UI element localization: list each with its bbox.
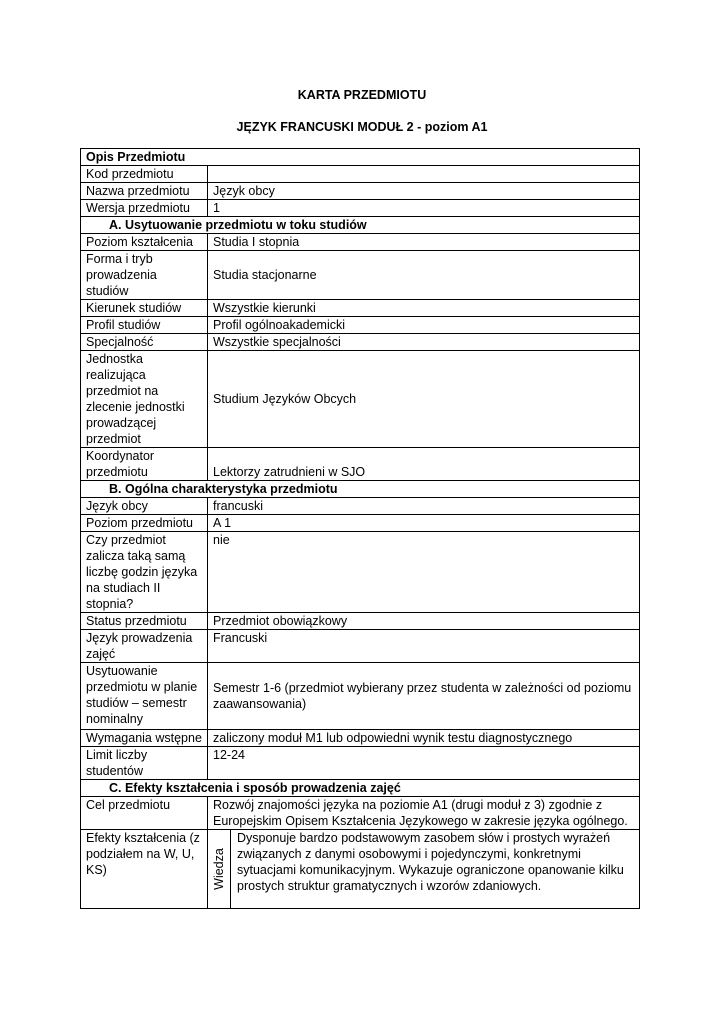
- row-value: zaliczony moduł M1 lub odpowiedni wynik testu diagnostycznego: [208, 730, 640, 747]
- table-row: [81, 448, 640, 481]
- row-value: Wszystkie kierunki: [208, 300, 640, 317]
- row-label: Jednostka realizująca przedmiot na zlecenie jednostki prowadzącej przedmiot: [81, 351, 208, 448]
- row-value: francuski: [208, 498, 640, 515]
- row-label: Specjalność: [81, 334, 208, 351]
- section-row: [81, 780, 640, 797]
- row-value: Profil ogólnoakademicki: [208, 317, 640, 334]
- table-header-row: [81, 149, 640, 166]
- table-row: [81, 663, 640, 730]
- learning-outcomes-cell: [208, 830, 640, 909]
- section-b-heading: B. Ogólna charakterystyka przedmiotu: [81, 481, 640, 498]
- table-row: [81, 498, 640, 515]
- row-value: Semestr 1-6 (przedmiot wybierany przez studenta w zależności od poziomu zaawansowania): [208, 663, 640, 730]
- section-row: [81, 217, 640, 234]
- table-row: [81, 797, 640, 830]
- row-label: Profil studiów: [81, 317, 208, 334]
- table-row: [81, 234, 640, 251]
- row-value: Francuski: [208, 630, 640, 663]
- learning-outcomes-table: [208, 830, 639, 908]
- row-value: 12-24: [208, 747, 640, 780]
- row-label: Efekty kształcenia (z podziałem na W, U, KS): [81, 830, 208, 909]
- row-value: Język obcy: [208, 183, 640, 200]
- row-value: Wszystkie specjalności: [208, 334, 640, 351]
- row-value: [208, 166, 640, 183]
- row-label: Koordynator przedmiotu: [81, 448, 208, 481]
- row-label: Język prowadzenia zajęć: [81, 630, 208, 663]
- row-label: Kod przedmiotu: [81, 166, 208, 183]
- table-row: [81, 730, 640, 747]
- row-value: 1: [208, 200, 640, 217]
- table-row: [81, 532, 640, 613]
- row-label: Nazwa przedmiotu: [81, 183, 208, 200]
- outcome-text: Dysponuje bardzo podstawowym zasobem słów i prostych wyrażeń związanych z danymi osobowymi i pojedynczymi, konkretnymi sytuacjami komunikacyjnym. Wykazuje ograniczone opanowanie kilku prostych struktur gramatycznych i wzorów zdaniowych.: [237, 831, 624, 893]
- row-label: Cel przedmiotu: [81, 797, 208, 830]
- table-row: [81, 251, 640, 300]
- row-value: Lektorzy zatrudnieni w SJO: [208, 448, 640, 481]
- table-row: [81, 183, 640, 200]
- row-value: Studia stacjonarne: [208, 251, 640, 300]
- table-row: [81, 351, 640, 448]
- row-value: Studium Języków Obcych: [208, 351, 640, 448]
- section-a-heading: A. Usytuowanie przedmiotu w toku studiów: [81, 217, 640, 234]
- section-c-heading: C. Efekty kształcenia i sposób prowadzenia zajęć: [81, 780, 640, 797]
- row-label: Forma i tryb prowadzenia studiów: [81, 251, 208, 300]
- table-row: [81, 200, 640, 217]
- document-title: KARTA PRZEDMIOTU: [297, 88, 427, 102]
- row-value: Rozwój znajomości języka na poziomie A1 (drugi moduł z 3) zgodnie z Europejskim Opisem Kształcenia Językowego w zakresie języka ogólnego.: [208, 797, 640, 830]
- table-row: [81, 334, 640, 351]
- row-label: Poziom kształcenia: [81, 234, 208, 251]
- row-label: Język obcy: [81, 498, 208, 515]
- table-row: [81, 317, 640, 334]
- table-row: [81, 630, 640, 663]
- outcome-row: [208, 830, 639, 908]
- table-header: Opis Przedmiotu: [81, 149, 640, 166]
- row-label: Wersja przedmiotu: [81, 200, 208, 217]
- row-value: A 1: [208, 515, 640, 532]
- table-row: [81, 613, 640, 630]
- row-label: Kierunek studiów: [81, 300, 208, 317]
- row-label: Usytuowanie przedmiotu w planie studiów – semestr nominalny: [81, 663, 208, 730]
- table-row: [81, 166, 640, 183]
- outcome-category: Wiedza: [212, 848, 226, 890]
- section-row: [81, 481, 640, 498]
- row-label: Czy przedmiot zalicza taką samą liczbę godzin języka na studiach II stopnia?: [81, 532, 208, 613]
- row-label: Poziom przedmiotu: [81, 515, 208, 532]
- course-card-table: [80, 148, 640, 909]
- table-row: [81, 830, 640, 909]
- outcome-category-cell: [208, 830, 231, 908]
- document-subtitle: JĘZYK FRANCUSKI MODUŁ 2 - poziom A1: [236, 120, 488, 134]
- table-row: [81, 300, 640, 317]
- row-label: Limit liczby studentów: [81, 747, 208, 780]
- row-label: Wymagania wstępne: [81, 730, 208, 747]
- row-value: nie: [208, 532, 640, 613]
- table-row: [81, 747, 640, 780]
- table-row: [81, 515, 640, 532]
- row-value: Studia I stopnia: [208, 234, 640, 251]
- row-value: Przedmiot obowiązkowy: [208, 613, 640, 630]
- row-label: Status przedmiotu: [81, 613, 208, 630]
